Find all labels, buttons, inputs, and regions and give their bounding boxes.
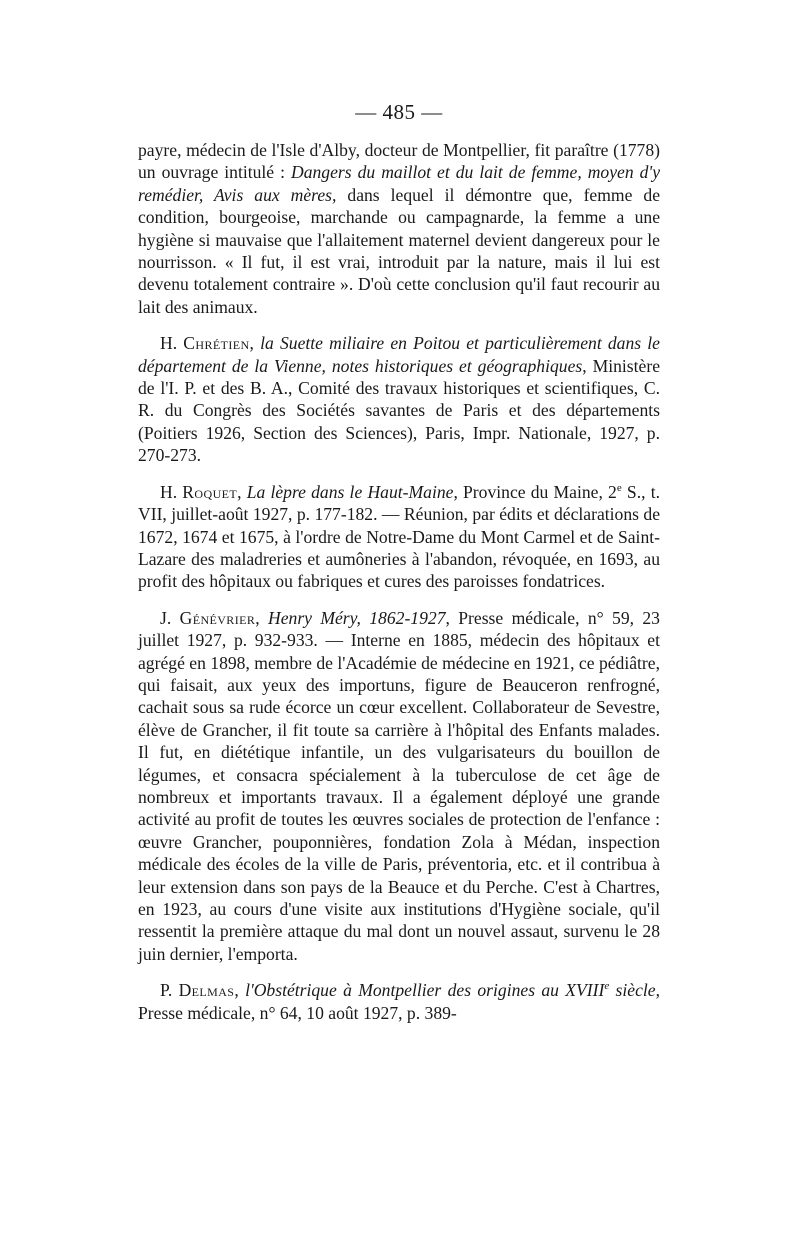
entry-genevrier: [138, 607, 660, 966]
work-title: Henry Méry, 1862-1927: [268, 607, 446, 628]
entry-text: S., t. VII, juillet-août 1927, p. 177-182. — Réunion, par édits et déclarations de 1672, 1674 et 1675, à l'ordre de Notre-Dame du Mont Carmel et de Saint-Lazare des maladreries et aumôneries à l'abandon, révoquée, en 1693, au profit des hôpitaux ou fabriques et cures des paroisses fondatrices.: [138, 481, 660, 592]
separator: ,: [255, 607, 269, 628]
paragraph-text: dans lequel il démontre que, femme de condition, bourgeoise, marchande ou campagnarde, la femme a une hygiène si mauvaise que l'allaitement maternel devient dangereux pour le nourrisson. « Il fut, il est vrai, introduit par la nature, mais il lui est devenu totalement contraire ». D'où cette conclusion qu'il faut recourir au lait des animaux.: [138, 184, 660, 317]
work-title: Dangers du maillot et du lait de femme, moyen d'y remédier, Avis aux mères,: [138, 162, 660, 205]
author-name: Roquet: [182, 481, 238, 502]
separator: ,: [234, 980, 246, 1001]
entry-chretien: [138, 332, 660, 466]
document-page: [138, 100, 660, 1024]
author-name: Chrétien: [183, 333, 250, 354]
work-title-part: l'Obstétrique à Montpellier des origines au XVIII: [245, 980, 605, 1001]
work-title: La lèpre dans le Haut-Maine: [246, 481, 454, 502]
author-initial: H.: [160, 481, 183, 502]
entry-roquet: [138, 481, 660, 593]
entry-text: , Presse médicale, n° 64, 10 août 1927, p. 389-: [138, 980, 661, 1023]
author-initial: H.: [160, 333, 184, 354]
work-title-part: siècle: [609, 980, 656, 1001]
work-title: [245, 980, 656, 1000]
superscript: e: [604, 980, 610, 993]
paragraph-payre: [138, 139, 660, 318]
separator: ,: [237, 481, 247, 502]
superscript: e: [616, 481, 622, 494]
separator: ,: [249, 333, 261, 354]
paragraph-text: payre, médecin de l'Isle d'Alby, docteur de Montpellier, fit paraître (1778) un ouvrage intitulé :: [138, 140, 660, 183]
page-number: — 485 —: [355, 100, 443, 124]
entry-text: , Province du Maine, 2: [453, 481, 617, 502]
author-name: Génévrier: [179, 607, 256, 628]
author-initial: P.: [160, 980, 179, 1001]
entry-delmas: [138, 979, 660, 1024]
entry-text: , Presse médicale, n° 59, 23 juillet 1927, p. 932-933. — Interne en 1885, médecin des hôpitaux et agrégé en 1898, membre de l'Académie de médecine en 1921, ce pédiâtre, qui faisait, aux yeux des importuns, figure de Beauceron renfrogné, cachait sous sa rude écorce un cœur excellent. Collaborateur de Sevestre, élève de Grancher, il fit toute sa carrière à l'hôpital des Enfants malades. Il fut, en diététique infantile, un des vulgarisateurs du bouillon de légumes, et consacra spécialement à la tuberculose de cet âge de nombreux et importants travaux. Il a également déployé une grande activité au profit de toutes les œuvres sociales de protection de l'enfance : œuvre Grancher, pouponnières, fondation Zola à Médan, inspection médicale des écoles de la ville de Paris, préventoria, etc. et il contribua à leur extension dans son pays de la Beauce et du Perche. C'est à Chartres, en 1923, au cours d'une visite aux institutions d'Hygiène sociale, qu'il ressentit la première attaque du mal dont un nouvel assaut, survenu le 28 juin dernier, l'emporta.: [138, 607, 660, 964]
work-title: la Suette miliaire en Poitou et particulièrement dans le département de la Vienne, notes historiques et géographiques: [138, 333, 660, 376]
author-initial: J.: [160, 607, 180, 628]
entry-text: , Ministère de l'I. P. et des B. A., Comité des travaux historiques et scientifiques, C. R. du Congrès des Sociétés savantes de Paris et des départements (Poitiers 1926, Section des Sciences), Paris, Impr. Nationale, 1927, p. 270-273.: [138, 355, 660, 466]
author-name: Delmas: [178, 980, 235, 1001]
